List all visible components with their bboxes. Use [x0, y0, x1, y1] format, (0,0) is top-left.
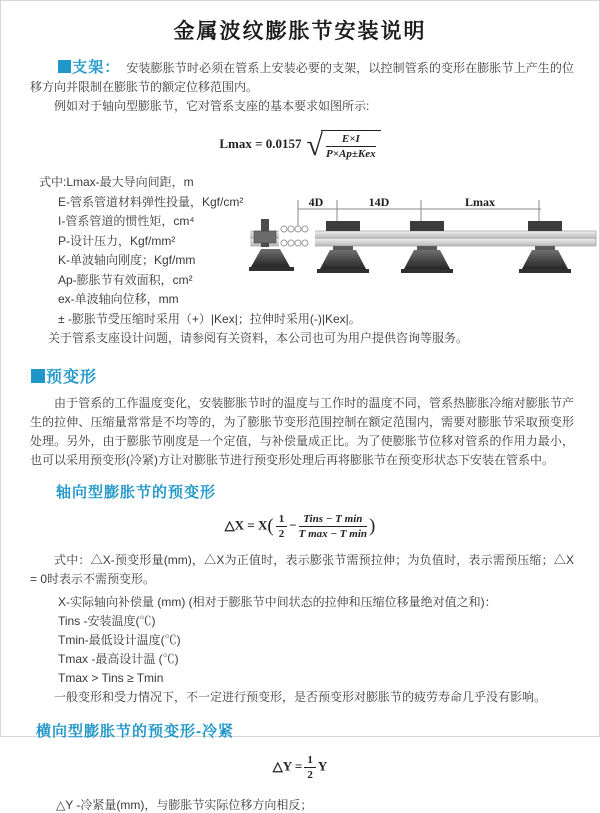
lateral-note-text: △Y -冷紧量(mm)，与膨胀节实际位移方向相反；: [56, 797, 313, 812]
definition-item: I-管系管道的惯性矩，cm⁴: [58, 214, 195, 228]
guide-support: [401, 221, 453, 273]
definition-item: ± -膨胀节受压缩时采用（+）|Kex|；拉伸时采用(-)|Kex|。: [58, 311, 361, 326]
variable-item: Tmin-最低设计温度(℃): [58, 632, 181, 647]
dim-label-14d: 14D: [368, 195, 390, 209]
formula-dx-frac-half: [276, 513, 288, 540]
page-title: 金属波纹膨胀节安装说明: [173, 20, 427, 43]
section-heading-support: 支架：: [72, 59, 121, 76]
service-note: 关于管系支座设计问题，请参阅有关资料，本公司也可为用户提供咨询等服务。: [48, 331, 469, 345]
subheading-axial: 轴向型膨胀节的预变形: [56, 483, 217, 501]
formula-dy-lhs: △Y =: [272, 757, 303, 773]
definition-item: 式中:Lmax-最大导向间距，m: [39, 175, 194, 189]
definition-item: ex-单波轴向位移，mm: [58, 292, 179, 306]
frac-temp-bottom: T max − T min: [298, 527, 367, 540]
formula-dx-minus: −: [289, 516, 297, 532]
variable-item: Tmax -最高设计温 (℃): [58, 651, 179, 666]
formula-lmax-lhs: Lmax = 0.0157: [219, 136, 302, 151]
guide-support: [519, 221, 571, 273]
guide-support: [317, 221, 369, 273]
subheading-lateral: 横向型膨胀节的预变形-冷紧: [36, 722, 234, 740]
variable-item: X-实际轴向补偿量 (mm) (相对于膨胀节中间状态的拉伸和压缩位移量绝对值之和)：: [58, 594, 497, 609]
frac-half-top: 1: [276, 513, 288, 527]
pipe-support-diagram-svg: [249, 193, 596, 293]
section-marker-icon: [58, 60, 71, 73]
dy-frac-top: 1: [304, 754, 316, 768]
variable-item: Tins -安装温度(℃): [58, 613, 156, 628]
axial-variable-list: [58, 593, 599, 688]
formula-lmax: [1, 129, 599, 163]
section-marker-icon: [31, 369, 45, 383]
sqrt-symbol: √: [306, 129, 324, 162]
pipe-support-diagram: [249, 193, 596, 293]
formula-lmax-numerator: E×I: [326, 133, 376, 147]
frac-half-bottom: 2: [278, 527, 285, 540]
preform-heading-text: 预变形: [46, 368, 98, 386]
formula-dx-open-paren: (: [267, 514, 274, 536]
formula-dy-rhs: Y: [317, 757, 328, 773]
formula-lmax-denominator: P×Ap±Kex: [326, 148, 376, 161]
dim-label-lmax: Lmax: [465, 195, 495, 209]
dy-frac-bottom: 2: [307, 768, 313, 781]
section-heading-preform: [31, 364, 599, 387]
definition-item: K-单波轴向刚度；Kgf/mm: [58, 253, 196, 267]
formula-dx-lhs: △X = X: [224, 516, 268, 532]
formula-dx-close-paren: ): [369, 514, 376, 536]
support-intro-text: 安装膨胀节时必须在管系上安装必要的支架，以控制管系的变形在膨胀节上产生的位移方向并限制在膨胀节的额定位移范围内。: [30, 61, 574, 94]
variable-item: Tmax > Tins ≥ Tmin: [58, 670, 164, 685]
formula-delta-x: [1, 513, 599, 540]
axial-explain-text: 式中：△X-预变形量(mm)，△X为正值时，表示膨张节需预拉伸；为负值时，表示需预压缩；△X = 0时表示不需预变形。: [30, 552, 574, 586]
formula-lmax-radicand: [321, 130, 381, 160]
dim-label-4d: 4D: [308, 195, 324, 209]
preform-body-text: 由于管系的工作温度变化，安装膨胀节时的温度与工作时的温度不同，管系热膨胀冷缩对膨胀节产生的拉伸、压缩量常常是不均等的，为了膨胀节变形范围控制在额定范围内，需要对膨胀节采取预变形处理。另外，由于膨胀节刚度是一个定值，与补偿量成正比。为了使膨胀节位移对管系的作用力最小，也可以采用预变形(冷紧)方让对膨胀节进行预变形处理后再将膨胀节在预变形状态下安装在管系中。: [30, 395, 574, 467]
definition-item: Ap-膨胀节有效面积，cm²: [58, 272, 193, 287]
formula-delta-y: [1, 754, 599, 781]
formula-dx-frac-temp: [299, 513, 367, 540]
support-example-text: 例如对于轴向型膨胀节，它对管系支座的基本要求如图所示:: [54, 99, 370, 113]
axial-note-text: 一般变形和受力情况下，不一定进行预变形，是否预变形对膨胀节的疲劳寿命几乎没有影响。: [54, 689, 547, 704]
bellows-icon: [279, 226, 315, 247]
frac-temp-top: Tins − T min: [299, 513, 367, 527]
formula-dy-frac-half: [304, 754, 316, 781]
definition-item: E-管系管道材料弹性投量，Kgf/cm²: [58, 194, 244, 209]
support-intro-paragraph: [30, 58, 574, 97]
definition-item: P-设计压力，Kgf/mm²: [58, 233, 176, 248]
